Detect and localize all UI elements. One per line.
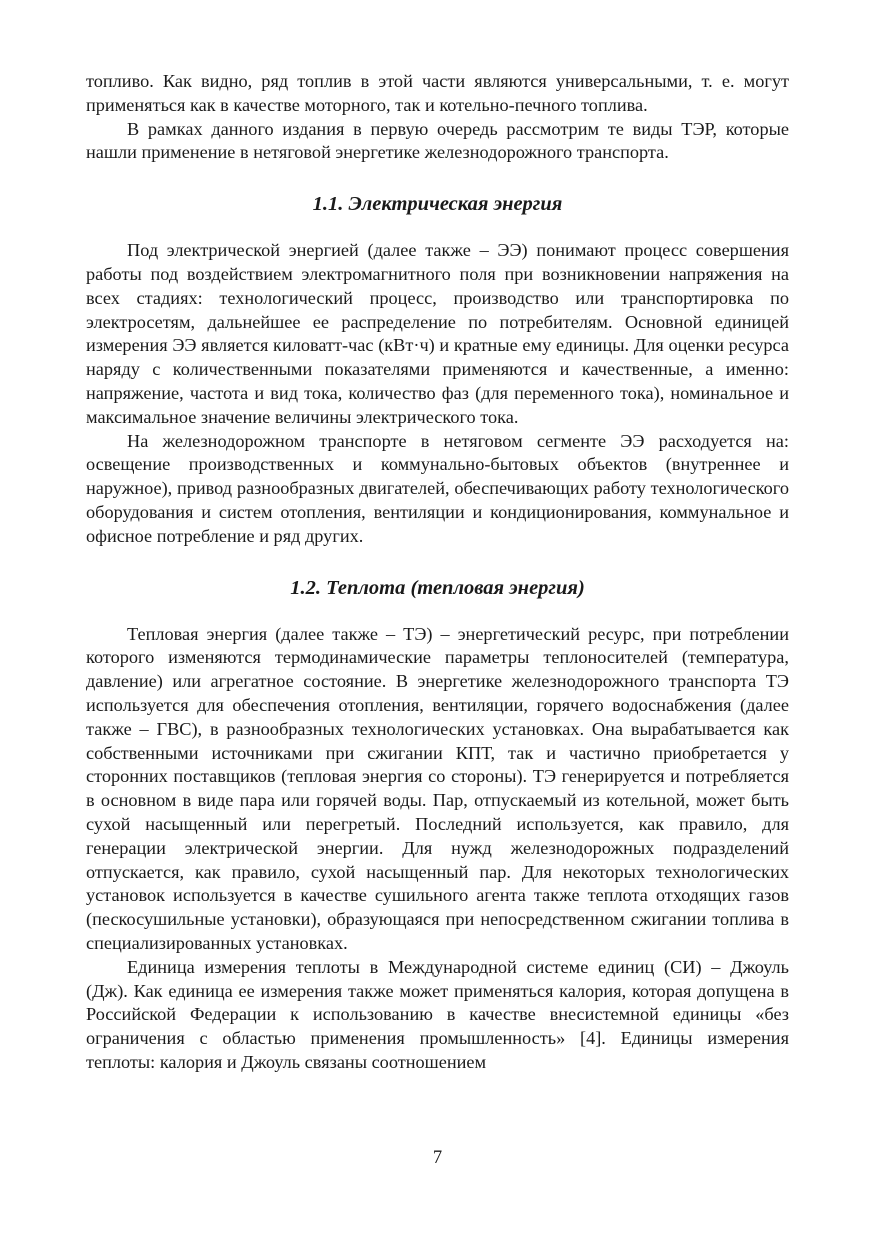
paragraph-electric-1: Под электрической энергией (далее также – ЭЭ) понимают процесс совершения работы под воздействием электромагнитного поля при возникновении напряжения на всех стадиях: технологический процесс, производство или транспортировка по электросетям, дальнейшее ее распределение по потребителям. Основной единицей измерения ЭЭ является киловатт-час (кВт·ч) и кратные ему единицы. Для оценки ресурса наряду с количественными показателями применяются и качественные, а именно: напряжение, частота и вид тока, количество фаз (для переменного тока), номинальное и максимальное значение величины электрического тока. [86,240,789,427]
paragraph-heat-1: Тепловая энергия (далее также – ТЭ) – энергетический ресурс, при потреблении которого изменяются термодинамические параметры теплоносителей (температура, давление) или агрегатное состояние. В энергетике железнодорожного транспорта ТЭ используется для обеспечения отопления, вентиляции, горячего водоснабжения (далее также – ГВС), в разнообразных технологических установках. Она вырабатывается как собственными источниками при сжигании КПТ, так и частично приобретается у сторонних поставщиков (тепловая энергия со стороны). ТЭ генерируется и потребляется в основном в виде пара или горячей воды. Пар, отпускаемый из котельной, может быть сухой насыщенный или перегретый. Последний используется, как правило, для генерации электрической энергии. Для нужд железнодорожных подразделений отпускается, как правило, сухой насыщенный пар. Для некоторых технологических установок используется в качестве сушильного агента также теплота отходящих газов (пескосушильные установки), образующаяся при непосредственном сжигании топлива в специализированных установках. [86,623,789,953]
page-body [86,70,789,1075]
section-heading-electric-energy: 1.1. Электрическая энергия [312,193,563,216]
section-heading-heat-energy: 1.2. Теплота (тепловая энергия) [290,576,585,599]
paragraph-intro-1: топливо. Как видно, ряд топлив в этой части являются универсальными, т. е. могут применяться как в качестве моторного, так и котельно-печного топлива. [86,71,789,115]
page-number: 7 [432,1148,443,1168]
paragraph-electric-2: На железнодорожном транспорте в нетяговом сегменте ЭЭ расходуется на: освещение производственных и коммунально-бытовых объектов (внутреннее и наружное), привод разнообразных двигателей, обеспечивающих работу технологического оборудования и систем отопления, вентиляции и кондиционирования, коммунальное и офисное потребление и ряд других. [86,430,789,546]
paragraph-intro-2: В рамках данного издания в первую очередь рассмотрим те виды ТЭР, которые нашли применение в нетяговой энергетике железнодорожного транспорта. [86,118,789,163]
paragraph-heat-2: Единица измерения теплоты в Международной системе единиц (СИ) – Джоуль (Дж). Как единица ее измерения также может применяться калория, которая допущена в Российской Федерации к использованию в качестве внесистемной единицы «без ограничения с областью применения промышленность» [4]. Единицы измерения теплоты: калория и Джоуль связаны соотношением [86,956,789,1072]
